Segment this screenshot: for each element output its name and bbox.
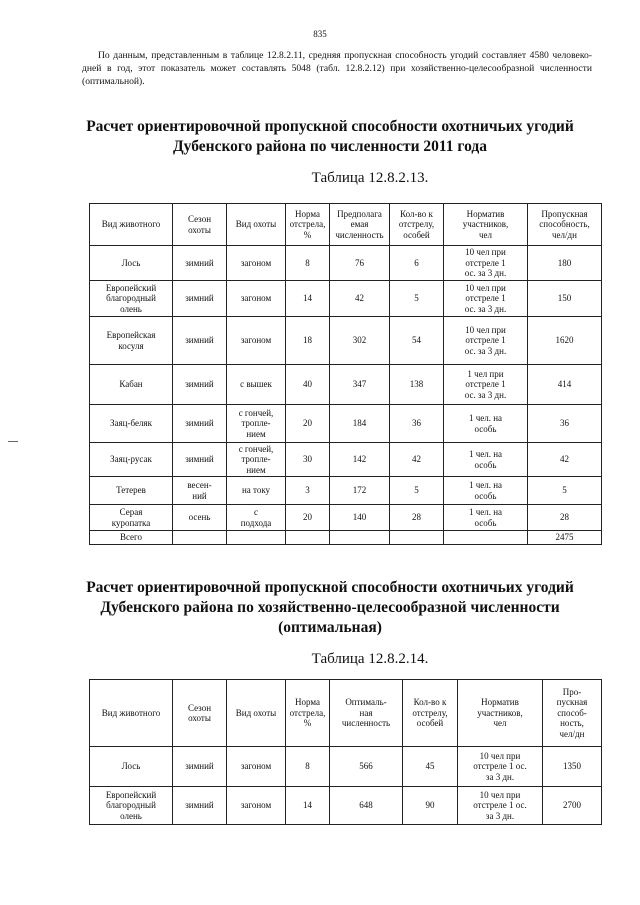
- table1-cell: загоном: [227, 246, 286, 281]
- table1-row: [90, 505, 602, 531]
- page-number: 835: [313, 29, 327, 39]
- table1-cell: 140: [330, 505, 390, 531]
- table1-row: [90, 443, 602, 477]
- table2-header-cell: Вид животного: [90, 680, 173, 747]
- table1-cell: 10 чел при отстреле 1 ос. за 3 дн.: [444, 317, 528, 365]
- table1-row: [90, 246, 602, 281]
- table1-cell: 150: [528, 281, 602, 317]
- table1-cell: 1 чел. на особь: [444, 405, 528, 443]
- table1-heading: Расчет ориентировочной пропускной способности охотничьих угодий Дубенского района по численности 2011 года: [86, 118, 574, 155]
- table1-cell: зимний: [173, 405, 227, 443]
- table1-total-label: Всего: [90, 531, 173, 545]
- table1-cell: 347: [330, 365, 390, 405]
- table2-header-cell: Кол-во к отстрелу, особей: [403, 680, 458, 747]
- table1-cell: зимний: [173, 443, 227, 477]
- table1-cell: 10 чел при отстреле 1 ос. за 3 дн.: [444, 281, 528, 317]
- table1-cell: Кабан: [90, 365, 173, 405]
- table1-cell: с гончей, тропле- нием: [227, 443, 286, 477]
- table2-cell: 10 чел при отстреле 1 ос. за 3 дн.: [458, 747, 543, 787]
- table2-cell: 8: [286, 747, 330, 787]
- table1-cell: на току: [227, 477, 286, 505]
- table1-cell: 28: [528, 505, 602, 531]
- table1-cell: 42: [528, 443, 602, 477]
- table1-row: [90, 365, 602, 405]
- table1-cell: зимний: [173, 246, 227, 281]
- table2-header-row: [90, 680, 602, 747]
- table2-cell: Лось: [90, 747, 173, 787]
- table1-header-cell: Сезон охоты: [173, 204, 227, 246]
- table1-cell: 302: [330, 317, 390, 365]
- table2-cell: 90: [403, 787, 458, 825]
- table1-cell: загоном: [227, 317, 286, 365]
- table2-header-cell: Норма отстрела, %: [286, 680, 330, 747]
- table2-header-cell: Оптималь- ная численность: [330, 680, 403, 747]
- table1-cell: 1 чел. на особь: [444, 443, 528, 477]
- table1-total-row: [90, 531, 602, 545]
- table1-cell: 1 чел при отстреле 1 ос. за 3 дн.: [444, 365, 528, 405]
- table1-cell: 3: [286, 477, 330, 505]
- table2-header-cell: Про- пускная способ- ность, чел/дн: [543, 680, 602, 747]
- table2-header-cell: Вид охоты: [227, 680, 286, 747]
- table1-cell: 172: [330, 477, 390, 505]
- table1-cell: зимний: [173, 317, 227, 365]
- table1-cell: 76: [330, 246, 390, 281]
- table1-cell: Заяц-беляк: [90, 405, 173, 443]
- table1-cell: 20: [286, 405, 330, 443]
- table1-cell: 18: [286, 317, 330, 365]
- margin-mark: [8, 441, 18, 442]
- table2-row: [90, 747, 602, 787]
- table1-total-value: 2475: [528, 531, 602, 545]
- intro-paragraph: По данным, представленным в таблице 12.8.2.11, средняя пропускная способность угодий составляет 4580 человеко-дней в год, этот показатель может составлять 5048 (табл. 12.8.2.12) при хозяйственно-целесообразной численности (оптимальной).: [82, 50, 592, 87]
- table1-row: [90, 477, 602, 505]
- table1-cell: 414: [528, 365, 602, 405]
- table1-cell: с вышек: [227, 365, 286, 405]
- table1-cell: Заяц-русак: [90, 443, 173, 477]
- table1-header-cell: Пропускная способность, чел/дн: [528, 204, 602, 246]
- table1-cell: 1 чел. на особь: [444, 477, 528, 505]
- table1-cell: 1620: [528, 317, 602, 365]
- table1-row: [90, 405, 602, 443]
- table2-cell: загоном: [227, 747, 286, 787]
- table1-header-cell: Вид охоты: [227, 204, 286, 246]
- table1-header-cell: Кол-во к отстрелу, особей: [390, 204, 444, 246]
- table1-cell: 142: [330, 443, 390, 477]
- table1-cell: осень: [173, 505, 227, 531]
- table1-cell: Серая куропатка: [90, 505, 173, 531]
- table2-row: [90, 787, 602, 825]
- table1-cell: 30: [286, 443, 330, 477]
- table1-cell: 20: [286, 505, 330, 531]
- table1-cell: 5: [390, 477, 444, 505]
- table2-cell: 45: [403, 747, 458, 787]
- table1-cell: 36: [528, 405, 602, 443]
- table2: [89, 679, 602, 825]
- table2-cell: Европейский благородный олень: [90, 787, 173, 825]
- table1-row: [90, 317, 602, 365]
- table2-cell: зимний: [173, 787, 227, 825]
- table1-cell: 14: [286, 281, 330, 317]
- table1-cell: Европейская косуля: [90, 317, 173, 365]
- table1-cell: 54: [390, 317, 444, 365]
- table1-cell: 138: [390, 365, 444, 405]
- table1-cell: зимний: [173, 281, 227, 317]
- table1-header-cell: Вид животного: [90, 204, 173, 246]
- table2-cell: 566: [330, 747, 403, 787]
- table1-cell: зимний: [173, 365, 227, 405]
- table1: [89, 203, 602, 545]
- table1-row: [90, 281, 602, 317]
- table1-cell: с подхода: [227, 505, 286, 531]
- table1-header-cell: Норматив участников, чел: [444, 204, 528, 246]
- table1-cell: Тетерев: [90, 477, 173, 505]
- table1-cell: 10 чел при отстреле 1 ос. за 3 дн.: [444, 246, 528, 281]
- table1-cell: 36: [390, 405, 444, 443]
- table2-cell: 1350: [543, 747, 602, 787]
- table1-cell: 5: [390, 281, 444, 317]
- table1-cell: 42: [390, 443, 444, 477]
- table1-cell: 28: [390, 505, 444, 531]
- table1-cell: 184: [330, 405, 390, 443]
- table2-heading: Расчет ориентировочной пропускной способности охотничьих угодий Дубенского района по хозяйственно-целесообразной численности (оптимальная): [86, 579, 574, 636]
- table2-cell: 14: [286, 787, 330, 825]
- table1-cell: 6: [390, 246, 444, 281]
- table1-cell: Европейский благородный олень: [90, 281, 173, 317]
- table1-cell: 42: [330, 281, 390, 317]
- table2-cell: 2700: [543, 787, 602, 825]
- table1-cell: 5: [528, 477, 602, 505]
- table2-header-cell: Сезон охоты: [173, 680, 227, 747]
- table1-cell: 8: [286, 246, 330, 281]
- table1-caption: Таблица 12.8.2.13.: [311, 170, 429, 186]
- table1-cell: весен- ний: [173, 477, 227, 505]
- table2-cell: зимний: [173, 747, 227, 787]
- table2-header-cell: Норматив участников, чел: [458, 680, 543, 747]
- table1-cell: 1 чел. на особь: [444, 505, 528, 531]
- table2-cell: 648: [330, 787, 403, 825]
- table1-header-cell: Предполага емая численность: [330, 204, 390, 246]
- table1-cell: с гончей, тропле- нием: [227, 405, 286, 443]
- table1-cell: Лось: [90, 246, 173, 281]
- table1-header-cell: Норма отстрела, %: [286, 204, 330, 246]
- table1-cell: 40: [286, 365, 330, 405]
- table2-cell: загоном: [227, 787, 286, 825]
- table1-header-row: [90, 204, 602, 246]
- table2-cell: 10 чел при отстреле 1 ос. за 3 дн.: [458, 787, 543, 825]
- table1-cell: 180: [528, 246, 602, 281]
- table2-caption: Таблица 12.8.2.14.: [311, 651, 429, 667]
- table1-cell: загоном: [227, 281, 286, 317]
